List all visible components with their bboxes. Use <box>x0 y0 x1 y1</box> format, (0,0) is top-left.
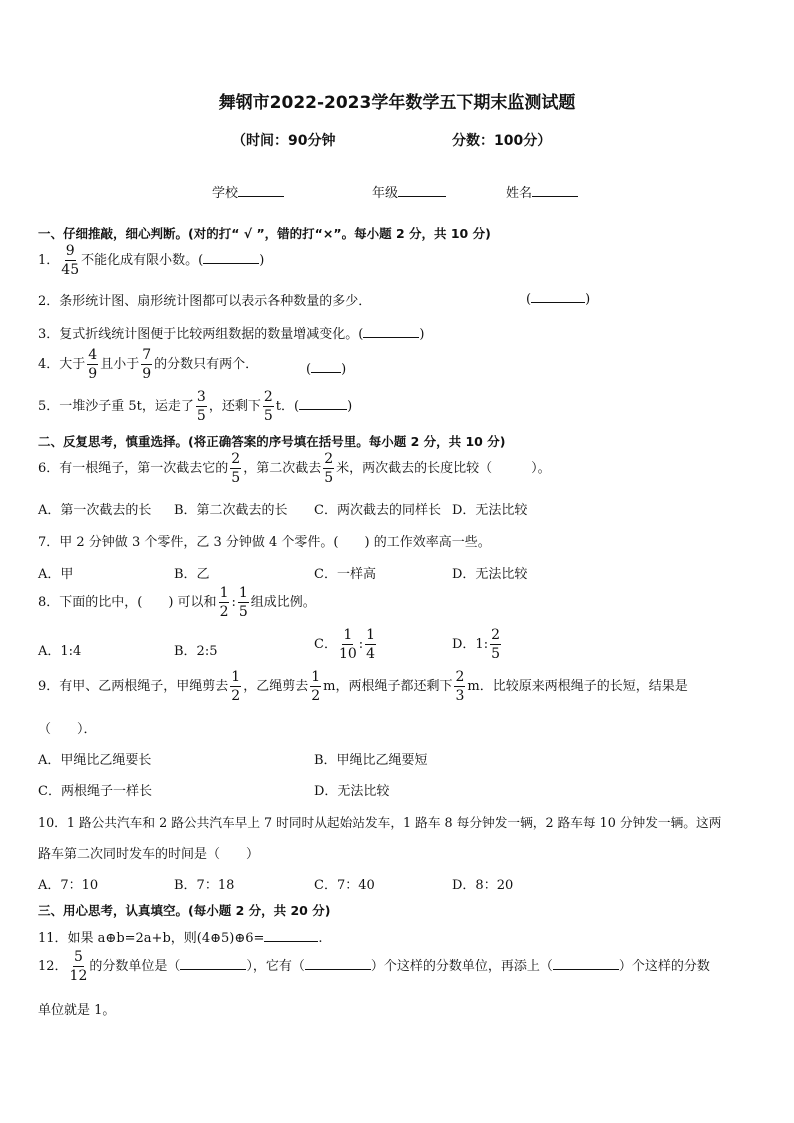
q8-fraction-1: $\frac{1}{2}$ <box>219 585 229 620</box>
grade-blank[interactable] <box>398 184 446 197</box>
question-1: 1． $\frac{9}{45}$ 不能化成有限小数。( ) <box>38 243 265 278</box>
question-10-line-2: 路车第二次同时发车的时间是（ ） <box>38 847 260 862</box>
q7-option-c[interactable]: C．一样高 <box>314 567 376 582</box>
q6-fraction-1: $\frac{2}{5}$ <box>231 451 241 486</box>
score-label: 分数：100分） <box>452 133 552 149</box>
q9-fraction-3: $\frac{2}{3}$ <box>455 669 465 704</box>
q12-blank-3[interactable] <box>553 957 619 970</box>
section-1-heading: 一、仔细推敲，细心判断。(对的打“ √ ”，错的打“×”。每小题 2 分，共 10 分) <box>38 226 491 241</box>
q10-option-a[interactable]: A．7：10 <box>38 878 99 893</box>
q8-c-fraction-2: $\frac{1}{4}$ <box>366 627 376 662</box>
name-field[interactable] <box>506 182 578 201</box>
q10-option-d[interactable]: D．8：20 <box>452 878 514 893</box>
q9-fraction-1: $\frac{1}{2}$ <box>231 669 241 704</box>
q8-option-d[interactable]: D．1: $\frac{2}{5}$ <box>452 627 500 662</box>
grade-field[interactable] <box>372 182 446 201</box>
q4-fraction-1: $\frac{4}{9}$ <box>88 347 98 382</box>
q9-continued: （ ）． <box>38 722 97 737</box>
name-label: 姓名 <box>506 186 533 201</box>
q6-option-c[interactable]: C．两次截去的同样长 <box>314 503 441 518</box>
question-7: 7．甲 2 分钟做 3 个零件，乙 3 分钟做 4 个零件。( ) 的工作效率高一些。 <box>38 535 491 550</box>
q12-blank-2[interactable] <box>305 957 371 970</box>
q12-fraction: $\frac{5}{12}$ <box>69 949 88 984</box>
q8-d-fraction: $\frac{2}{5}$ <box>491 627 500 662</box>
q2-answer-blank[interactable] <box>531 290 585 303</box>
q11-answer-blank[interactable] <box>264 929 318 942</box>
page-title: 舞钢市2022-2023学年数学五下期末监测试题 <box>218 93 576 113</box>
q7-option-b[interactable]: B．乙 <box>174 567 210 582</box>
section-3-heading: 三、用心思考，认真填空。(每小题 2 分，共 20 分) <box>38 903 331 918</box>
q5-fraction-2: $\frac{2}{5}$ <box>263 389 273 424</box>
q9-option-c[interactable]: C．两根绳子一样长 <box>38 784 152 799</box>
q2-answer-paren[interactable]: ( ) <box>526 292 591 307</box>
question-2: 2．条形统计图、扇形统计图都可以表示各种数量的多少． <box>38 294 372 309</box>
question-11: 11．如果 a⊕b=2a+b，则(4⊕5)⊕6= . <box>38 931 323 946</box>
q4-fraction-2: $\frac{7}{9}$ <box>142 347 152 382</box>
question-10-line-1: 10．1 路公共汽车和 2 路公共汽车早上 7 时同时从起始站发车，1 路车 8 每分钟发一辆，2 路车每 10 分钟发一辆。这两 <box>38 815 722 830</box>
q5-answer-blank[interactable] <box>299 397 347 410</box>
q1-number: 1． <box>38 253 60 268</box>
q9-option-a[interactable]: A．甲绳比乙绳要长 <box>38 753 152 768</box>
question-9: 9．有甲、乙两根绳子，甲绳剪去 $\frac{1}{2}$ ，乙绳剪去 $\frac{1}{2}$ m，两根绳子都还剩下 $\frac{2}{3}$ m．比较原来两根绳子的长短，结果是 <box>38 669 688 704</box>
q8-option-c[interactable]: C． $\frac{1}{10}$ : $\frac{1}{4}$ <box>314 627 376 662</box>
school-field[interactable] <box>212 182 284 201</box>
q10-option-b[interactable]: B．7：18 <box>174 878 235 893</box>
q8-c-fraction-1: $\frac{1}{10}$ <box>338 627 357 662</box>
q9-option-b[interactable]: B．甲绳比乙绳要短 <box>314 753 428 768</box>
q7-option-a[interactable]: A．甲 <box>38 567 74 582</box>
grade-label: 年级 <box>372 186 399 201</box>
question-5: 5．一堆沙子重 5t，运走了 $\frac{3}{5}$ ，还剩下 $\frac{2}{5}$ t．( ) <box>38 389 353 424</box>
q1-fraction: $\frac{9}{45}$ <box>61 243 80 278</box>
q4-answer-paren[interactable]: ( ) <box>306 362 347 377</box>
question-4: 4．大于 $\frac{4}{9}$ 且小于 $\frac{7}{9}$ 的分数只有两个． <box>38 347 259 382</box>
school-blank[interactable] <box>238 184 284 197</box>
q8-option-b[interactable]: B．2:5 <box>174 644 218 659</box>
q12-blank-1[interactable] <box>180 957 246 970</box>
q6-fraction-2: $\frac{2}{5}$ <box>324 451 334 486</box>
q9-option-d[interactable]: D．无法比较 <box>314 784 390 799</box>
question-12: 12． $\frac{5}{12}$ 的分数单位是（ ），它有（ ）个这样的分数单位，再添上（ ）个这样的分数 <box>38 949 710 984</box>
question-12-line-2: 单位就是 1。 <box>38 1003 116 1018</box>
q6-option-b[interactable]: B．第二次截去的长 <box>174 503 288 518</box>
q5-fraction-1: $\frac{3}{5}$ <box>196 389 206 424</box>
q8-option-a[interactable]: A．1:4 <box>38 644 82 659</box>
q6-option-d[interactable]: D．无法比较 <box>452 503 528 518</box>
school-label: 学校 <box>212 186 239 201</box>
q8-fraction-2: $\frac{1}{5}$ <box>238 585 248 620</box>
question-6: 6．有一根绳子，第一次截去它的 $\frac{2}{5}$ ，第二次截去 $\frac{2}{5}$ 米，两次截去的长度比较（ ）。 <box>38 451 551 486</box>
q7-option-d[interactable]: D．无法比较 <box>452 567 528 582</box>
time-label: （时间：90分钟 <box>232 133 336 149</box>
question-3: 3．复式折线统计图便于比较两组数据的数量增减变化。( ) <box>38 327 425 342</box>
q6-option-a[interactable]: A．第一次截去的长 <box>38 503 152 518</box>
name-blank[interactable] <box>532 184 578 197</box>
q4-answer-blank[interactable] <box>311 360 341 373</box>
question-8: 8．下面的比中，( ) 可以和 $\frac{1}{2}$ : $\frac{1}{5}$ 组成比例。 <box>38 585 316 620</box>
q10-option-c[interactable]: C．7：40 <box>314 878 375 893</box>
q1-answer-blank[interactable] <box>203 251 259 264</box>
section-2-heading: 二、反复思考，慎重选择。(将正确答案的序号填在括号里。每小题 2 分，共 10 分) <box>38 434 506 449</box>
q3-answer-blank[interactable] <box>363 325 419 338</box>
q9-fraction-2: $\frac{1}{2}$ <box>311 669 321 704</box>
